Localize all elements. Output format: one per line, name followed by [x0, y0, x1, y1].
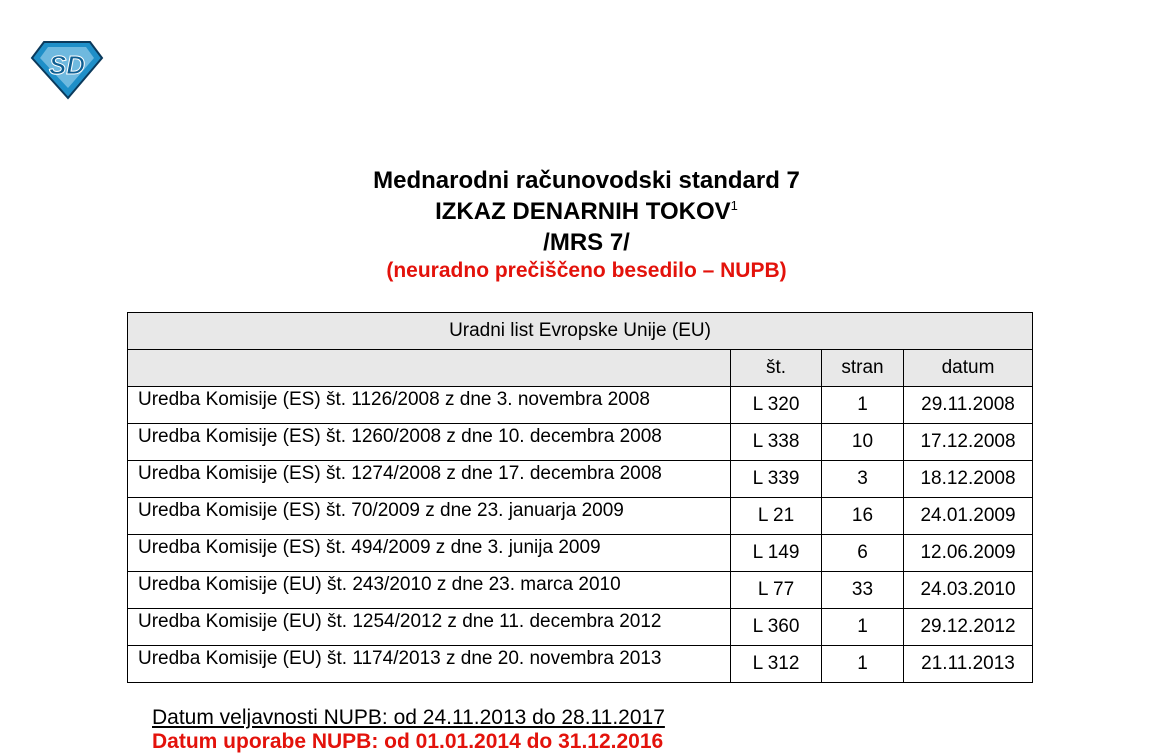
header-number: št. — [731, 350, 822, 387]
header-page: stran — [822, 350, 904, 387]
document-title: Mednarodni računovodski standard 7 — [373, 167, 800, 194]
number-cell: L 312 — [731, 646, 822, 683]
document-subtitle — [8, 198, 1157, 226]
number-cell: L 339 — [731, 461, 822, 498]
usage-date: Datum uporabe NUPB: od 01.01.2014 do 31.12.2016 — [152, 730, 664, 753]
number-cell: L 360 — [731, 609, 822, 646]
table-row — [128, 461, 1033, 498]
official-journal-table — [127, 312, 1033, 683]
table-row — [128, 646, 1033, 683]
table-row — [128, 498, 1033, 535]
table-header-row — [128, 350, 1033, 387]
header-regulation — [128, 350, 731, 387]
regulation-cell: Uredba Komisije (EU) št. 1254/2012 z dne 11. decembra 2012 — [128, 609, 731, 646]
date-cell: 29.12.2012 — [904, 609, 1033, 646]
number-cell: L 320 — [731, 387, 822, 424]
validity-date: Datum veljavnosti NUPB: od 24.11.2013 do 28.11.2017 — [152, 706, 665, 729]
page-cell: 10 — [822, 424, 904, 461]
page-cell: 16 — [822, 498, 904, 535]
regulation-cell: Uredba Komisije (EU) št. 243/2010 z dne 23. marca 2010 — [128, 572, 731, 609]
table-row — [128, 535, 1033, 572]
standard-code: /MRS 7/ — [543, 229, 630, 256]
page-cell: 33 — [822, 572, 904, 609]
number-cell: L 149 — [731, 535, 822, 572]
date-cell: 17.12.2008 — [904, 424, 1033, 461]
regulation-cell: Uredba Komisije (ES) št. 70/2009 z dne 23. januarja 2009 — [128, 498, 731, 535]
logo-icon — [30, 40, 104, 100]
regulation-cell: Uredba Komisije (ES) št. 494/2009 z dne 3. junija 2009 — [128, 535, 731, 572]
date-cell: 29.11.2008 — [904, 387, 1033, 424]
date-cell: 24.03.2010 — [904, 572, 1033, 609]
regulation-cell: Uredba Komisije (EU) št. 1174/2013 z dne 20. novembra 2013 — [128, 646, 731, 683]
table-caption-row — [128, 313, 1033, 350]
date-cell: 24.01.2009 — [904, 498, 1033, 535]
table-row — [128, 424, 1033, 461]
date-cell: 18.12.2008 — [904, 461, 1033, 498]
page-cell: 1 — [822, 646, 904, 683]
table-caption: Uradni list Evropske Unije (EU) — [128, 313, 1033, 350]
table-row — [128, 387, 1033, 424]
regulation-cell: Uredba Komisije (ES) št. 1274/2008 z dne 17. decembra 2008 — [128, 461, 731, 498]
page-cell: 3 — [822, 461, 904, 498]
regulation-cell: Uredba Komisije (ES) št. 1126/2008 z dne 3. novembra 2008 — [128, 387, 731, 424]
footnote-marker: 1 — [730, 198, 738, 213]
subtitle-text: IZKAZ DENARNIH TOKOV — [435, 198, 731, 225]
header-date: datum — [904, 350, 1033, 387]
unofficial-text-note: (neuradno prečiščeno besedilo – NUPB) — [386, 259, 787, 282]
number-cell: L 21 — [731, 498, 822, 535]
table-row — [128, 609, 1033, 646]
table-row — [128, 572, 1033, 609]
date-cell: 21.11.2013 — [904, 646, 1033, 683]
page-cell: 1 — [822, 609, 904, 646]
date-cell: 12.06.2009 — [904, 535, 1033, 572]
svg-text:SD: SD — [48, 50, 86, 80]
number-cell: L 77 — [731, 572, 822, 609]
number-cell: L 338 — [731, 424, 822, 461]
page-cell: 6 — [822, 535, 904, 572]
page-cell: 1 — [822, 387, 904, 424]
regulation-cell: Uredba Komisije (ES) št. 1260/2008 z dne 10. decembra 2008 — [128, 424, 731, 461]
